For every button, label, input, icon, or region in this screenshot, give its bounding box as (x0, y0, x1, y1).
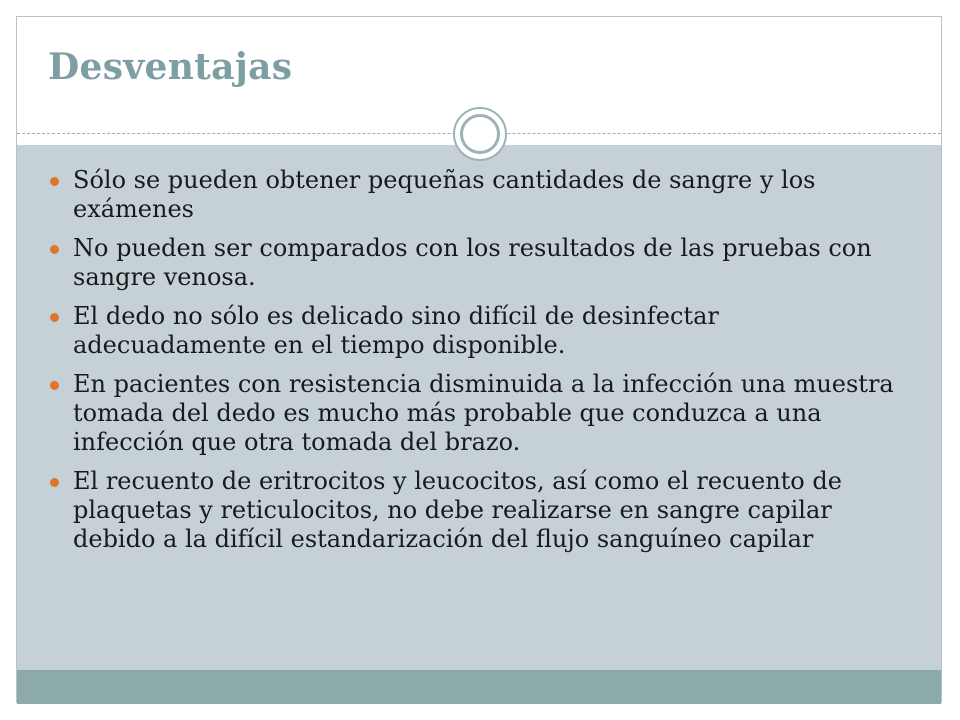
bullet-text: En pacientes con resistencia disminuida a la infección una muestra tomada del dedo es mucho más probable que conduzca a una infección que otra tomada del brazo. (73, 370, 894, 456)
bullet-dot-icon (50, 313, 59, 322)
bullet-item (48, 467, 908, 554)
footer-bar (17, 670, 941, 704)
bullet-list (48, 166, 908, 564)
bullet-item (48, 302, 908, 360)
bullet-text: El dedo no sólo es delicado sino difícil de desinfectar adecuadamente en el tiempo disponible. (73, 302, 719, 359)
bullet-item (48, 370, 908, 457)
ring-ornament-icon (453, 107, 507, 161)
bullet-dot-icon (50, 381, 59, 390)
bullet-item (48, 234, 908, 292)
ring-inner-icon (460, 114, 500, 154)
bullet-dot-icon (50, 245, 59, 254)
bullet-text: Sólo se pueden obtener pequeñas cantidades de sangre y los exámenes (73, 166, 816, 223)
slide-title: Desventajas (48, 46, 293, 88)
bullet-text: No pueden ser comparados con los resultados de las pruebas con sangre venosa. (73, 234, 872, 291)
bullet-text: El recuento de eritrocitos y leucocitos, así como el recuento de plaquetas y reticulocitos, no debe realizarse en sangre capilar debido a la difícil estandarización del flujo sanguíneo capilar (73, 467, 842, 553)
bullet-dot-icon (50, 177, 59, 186)
bullet-dot-icon (50, 478, 59, 487)
bullet-item (48, 166, 908, 224)
